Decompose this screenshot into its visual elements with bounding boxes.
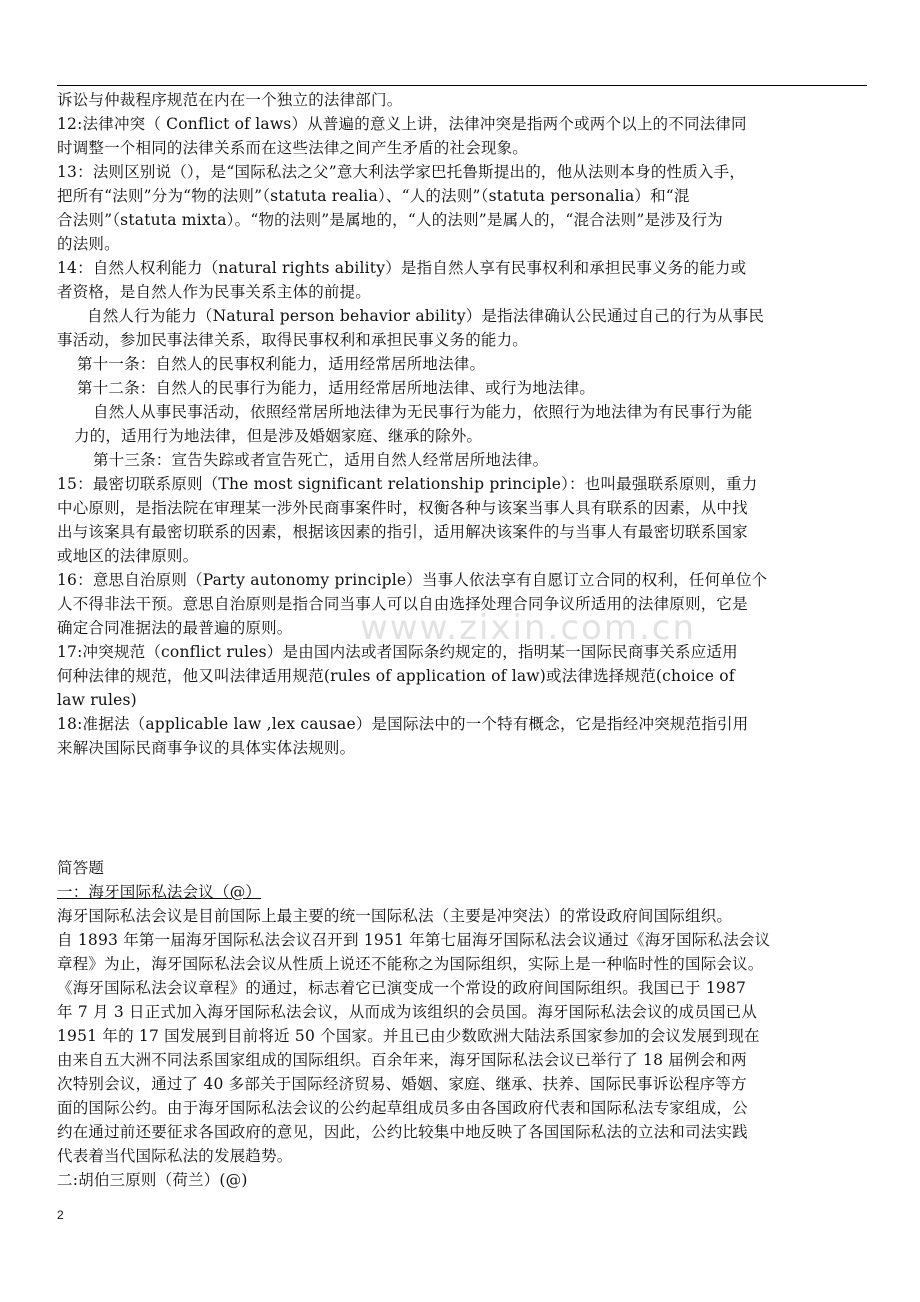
text-line: 代表着当代国际私法的发展趋势。 [57,1147,293,1165]
text-line: 第十一条：自然人的民事权利能力，适用经常居所地法律。 [77,355,486,373]
text-line: 年 7 月 3 日正式加入海牙国际私法会议，从而成为该组织的会员国。海牙国际私法会议的成员国已从 [57,1003,758,1021]
text-line: 自然人从事民事活动，依照经常居所地法律为无民事行为能力，依照行为地法律为有民事行为能 [93,403,753,421]
text-line: 中心原则，是指法院在审理某一涉外民商事案件时，权衡各种与该案当事人具有联系的因素，从中找 [57,499,748,517]
text-line: 次特别会议，通过了 40 多部关于国际经济贸易、婚姻、家庭、继承、扶养、国际民事诉讼程序等方 [57,1075,747,1093]
text-line: 事活动，参加民事法律关系，取得民事权利和承担民事义务的能力。 [57,331,529,349]
text-line: 人不得非法干预。意思自治原则是指合同当事人可以自由选择处理合同争议所适用的法律原则，它是 [57,595,748,613]
text-line: 何种法律的规范，他又叫法律适用规范(rules of application of law)或法律选择规范(choice of [57,667,735,685]
text-line: 第十三条：宣告失踪或者宣告死亡，适用自然人经常居所地法律。 [93,451,549,469]
text-line: 或地区的法律原则。 [57,547,199,565]
text-line: 14：自然人权利能力（natural rights ability）是指自然人享有民事权利和承担民事义务的能力或 [57,259,747,277]
text-line: 约在通过前还要征求各国政府的意见，因此，公约比较集中地反映了各国国际私法的立法和司法实践 [57,1123,748,1141]
text-line: 15：最密切联系原则（The most significant relationship principle）：也叫最强联系原则，重力 [57,475,758,493]
text-line: 17:冲突规范（conflict rules）是由国内法或者国际条约规定的，指明某一国际民商事关系应适用 [57,643,738,661]
text-line: 把所有“法则”分为“物的法则”（statuta realia）、“人的法则”（statuta personalia）和“混 [57,187,690,205]
text-line: 确定合同准据法的最普遍的原则。 [57,619,293,637]
text-line: 诉讼与仲裁程序规范在内在一个独立的法律部门。 [57,91,403,109]
section-heading: 简答题 [57,859,105,877]
text-line: 《海牙国际私法会议章程》的通过，标志着它已演变成一个常设的政府间国际组织。我国已于 1987 [57,979,747,997]
text-line: 时调整一个相同的法律关系而在这些法律之间产生矛盾的社会现象。 [57,139,529,157]
text-line: 13：法则区别说（），是“国际私法之父”意大利法学家巴托鲁斯提出的，他从法则本身的性质入手， [57,163,746,181]
text-line: law rules) [57,691,137,709]
text-line: 自 1893 年第一届海牙国际私法会议召开到 1951 年第七届海牙国际私法会议通过《海牙国际私法会议 [57,931,771,949]
watermark: www.zixin.com.cn [360,608,696,648]
text-line: 章程》为止，海牙国际私法会议从性质上说还不能称之为国际组织，实际上是一种临时性的国际会议。 [57,955,764,973]
text-line: 来解决国际民商事争议的具体实体法规则。 [57,739,356,757]
text-line: 力的，适用行为地法律，但是涉及婚姻家庭、继承的除外。 [74,427,483,445]
text-line: 由来自五大洲不同法系国家组成的国际组织。百余年来，海牙国际私法会议已举行了 18 届例会和两 [57,1051,747,1069]
text-line: 18:准据法（applicable law ,lex causae）是国际法中的一个特有概念，它是指经冲突规范指引用 [57,715,749,733]
text-line: 面的国际公约。由于海牙国际私法会议的公约起草组成员多由各国政府代表和国际私法专家组成，公 [57,1099,748,1117]
text-line: 者资格，是自然人作为民事关系主体的前提。 [57,283,372,301]
text-line: 出与该案具有最密切联系的因素，根据该因素的指引，适用解决该案件的与当事人有最密切联系国家 [57,523,748,541]
text-line: 第十二条：自然人的民事行为能力，适用经常居所地法律、或行为地法律。 [77,379,596,397]
subsection-heading: 二:胡伯三原则（荷兰）(@) [57,1171,248,1189]
page-number: 2 [57,1208,64,1222]
text-line: 自然人行为能力（Natural person behavior ability）是指法律确认公民通过自己的行为从事民 [87,307,765,325]
text-line: 的法则。 [57,235,120,253]
text-line: 12:法律冲突（ Conflict of laws）从普遍的意义上讲，法律冲突是指两个或两个以上的不同法律同 [57,115,747,133]
text-line: 海牙国际私法会议是目前国际上最主要的统一国际私法（主要是冲突法）的常设政府间国际组织。 [57,907,733,925]
text-line: 16：意思自治原则（Party autonomy principle）当事人依法享有自愿订立合同的权利，任何单位个 [57,571,768,589]
subsection-heading: 一：海牙国际私法会议（@） [57,883,262,901]
text-line: 合法则”（statuta mixta）。“物的法则”是属地的，“人的法则”是属人的，“混合法则”是涉及行为 [57,211,723,229]
header-rule [57,85,867,86]
text-line: 1951 年的 17 国发展到目前将近 50 个国家。并且已由少数欧洲大陆法系国家参加的会议发展到现在 [57,1027,760,1045]
